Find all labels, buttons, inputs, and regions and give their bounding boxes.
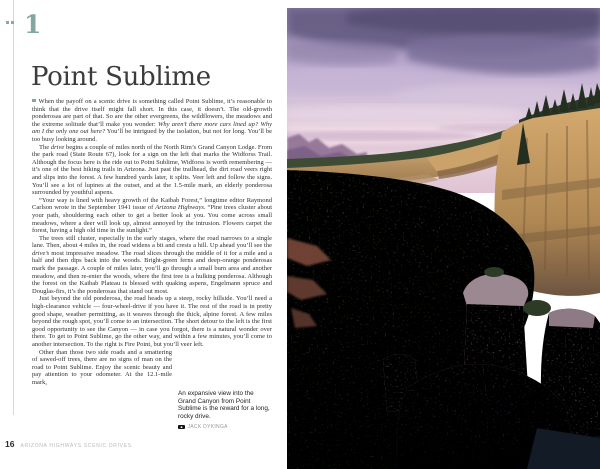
chapter-number: 1 (24, 10, 42, 39)
text-segment: drive (50, 143, 65, 151)
text-segment: drive’s (32, 249, 50, 257)
photo-credit (178, 424, 271, 430)
paragraph (32, 98, 272, 144)
square-dot-icon (11, 21, 14, 24)
text-segment: begins a couple of miles north of the North Rim’s Grand Canyon Lodge. From the park road (State Route 67), look for a sign on the left that marks the Widforss Trail. Although the focus here is the ride out to Point Sublime, Widforss is worth remembering — it’s one of the best hiking trails in Arizona. Just past the trailhead, the dirt road veers right and slips into the forest. A few hundred yards later, it splits. Veer left and follow the signs. You’ll see a lot of lupines at the outset, and at the 1.5-mile mark, an elderly ponderosa surrounded by youthful aspens. (32, 143, 272, 197)
text-segment: Arizona Highways (155, 204, 204, 212)
text-segment: You’ll be intrigued by the isolation, but not for long. You’ll be too busy looking around. (32, 128, 272, 143)
paragraph (32, 144, 272, 197)
paragraph: Just beyond the old ponderosa, the road heads up a steep, rocky hillside. You’ll need a high-clearance vehicle — four-wheel-drive if you have it. The rest of the road is in pretty good shape, weather permitting, as it weaves through the thick, alpine forest. A few miles beyond the rough spot, you’ll come to an intersection. The short detour to the left is the first good opportunity to see the Canyon — in case you forgot, there is a natural wonder over there. To get to Point Sublime, go the other way, and within a few minutes, you’ll come to another intersection. To the right is Fire Point, but you’ll veer left. (32, 295, 272, 348)
paragraph (32, 235, 272, 296)
photo-caption (178, 390, 271, 430)
page-number: 16 (5, 439, 15, 449)
text-segment: . “Pine trees cluster about your path, shouldering each other to get a better look at you. You come across small meadows, where a deer will look up, almost annoyed by the intrusion. Flowers carpet the forest, having a high old time in the sunlight.” (32, 204, 272, 235)
photographer-name: JACK DYKINGA (187, 423, 228, 430)
paragraph: Other than those two side roads and a smattering of sawed-off trees, there are no signs of man on the road to Point Sublime. Enjoy the scenic beauty and pay attention to your odometer. At the 12.1-mile mark, (32, 348, 172, 386)
square-bullet-icon (32, 99, 36, 103)
caption-text: An expansive view into the Grand Canyon from Point Sublime is the reward for a long, rocky drive. (178, 390, 270, 420)
text-segment: The trees still cluster, especially in the early stages, where the road narrows to a single lane. Then, about 4 miles in, the road widens a bit and crests a hill. Up ahead you’ll see the (32, 234, 272, 250)
text-segment: The (39, 143, 51, 151)
article-text (32, 98, 272, 387)
margin-rule (13, 0, 14, 415)
text-segment: When the payoff on a scenic drive is something called Point Sublime, it’s reasonable to think that the drive itself might fall short. In this case, it doesn’t. The old-growth ponderosas are part of that. So are the other evergreens, the wildflowers, the meadows and the extreme solitude that’ll make you wonder: (32, 98, 272, 128)
text-segment: most impressive meadow. The road slices through the middle of it for a mile and a half and then dips back into the woods. Bright-green ferns and deep-orange ponderosas mark the passage. A couple of miles later, you’ll go through a small burn area and another meadow, and then re-enter the woods, where the first tree is a hulking ponderosa. Although the forest on the Kaibab Plateau is blessed with quaking aspens, Engelmann spruce and Douglas-firs, it’s the ponderosas that stand out most. (32, 249, 272, 295)
page-title: Point Sublime (31, 62, 211, 92)
chapter-marker (6, 12, 41, 37)
text-segment: “Your way is lined with heavy growth of the Kaibab Forest,” longtime editor Raymond Carlson wrote in the September 1941 issue of (32, 196, 272, 212)
grand-canyon-photo-image (287, 8, 600, 469)
text-segment: Why aren’t there more cars lined up? Why am I the only one out here? (32, 120, 272, 136)
square-dot-icon (6, 21, 9, 24)
grand-canyon-photo (287, 8, 600, 469)
camera-icon (178, 425, 185, 430)
paragraph (32, 197, 272, 235)
page-footer (5, 439, 132, 449)
book-title: ARIZONA HIGHWAYS SCENIC DRIVES (20, 443, 132, 449)
